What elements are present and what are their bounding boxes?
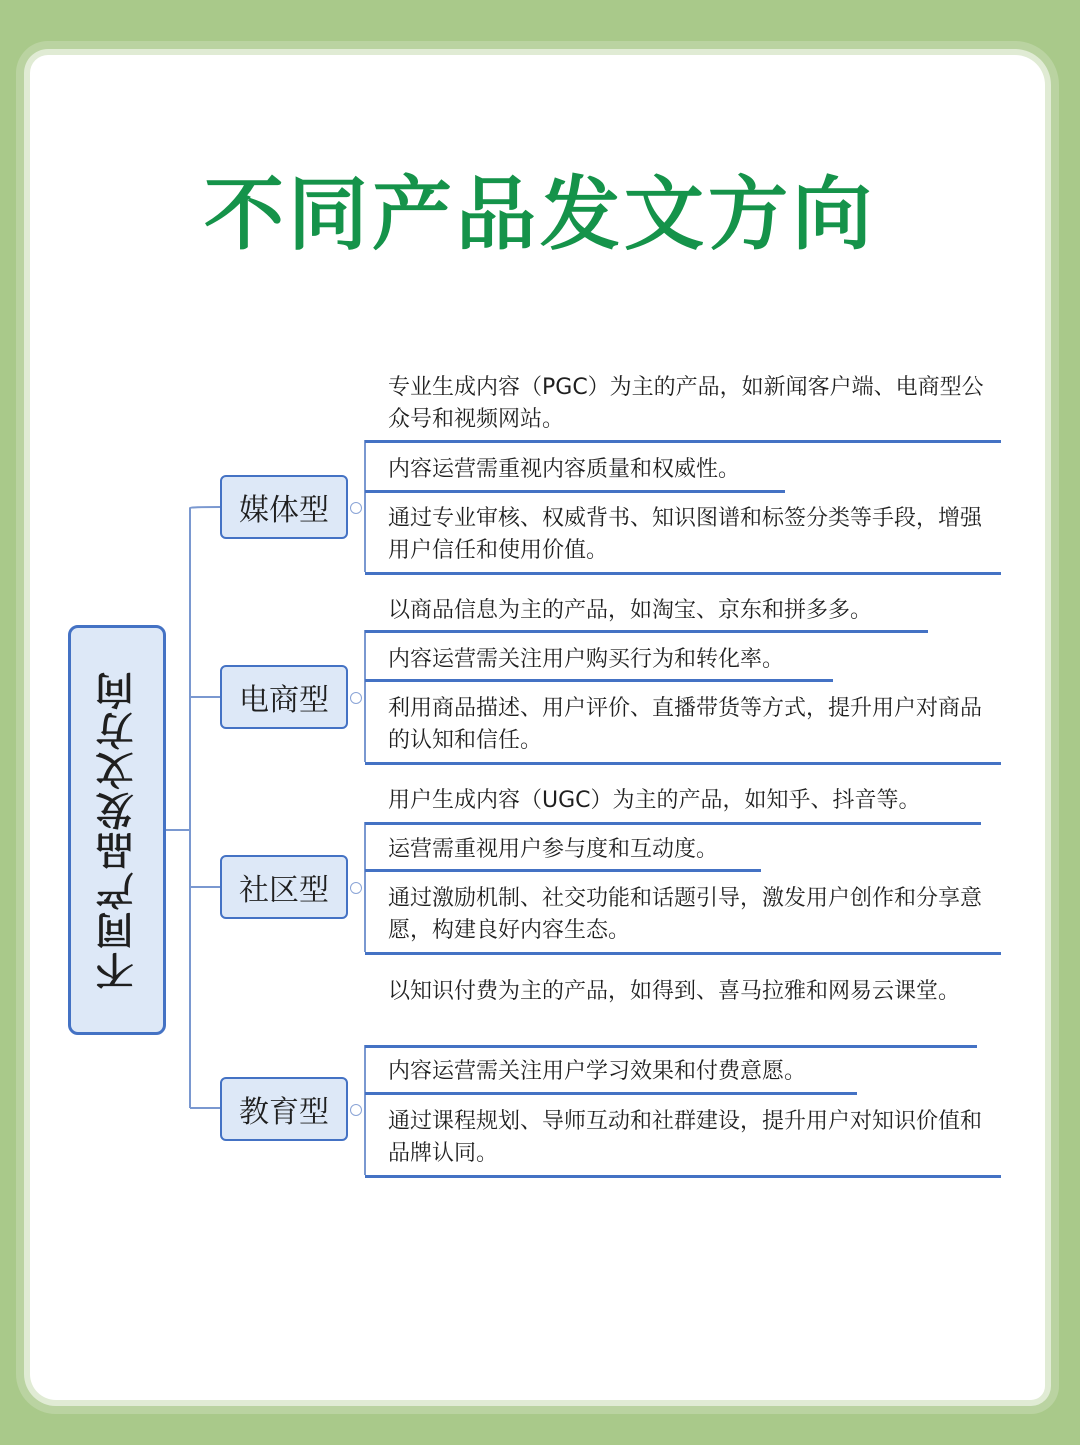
leaf-media-2: 内容运营需重视内容质量和权威性。 xyxy=(388,457,741,482)
leaf-underline xyxy=(365,762,1001,765)
category-node-community[interactable]: 社区型 xyxy=(220,855,348,919)
leaf-underline xyxy=(365,630,928,633)
leaf-education-1: 以知识付费为主的产品，如得到、喜马拉雅和网易云课堂。 xyxy=(388,979,961,1004)
leaf-education-2: 内容运营需关注用户学习效果和付费意愿。 xyxy=(388,1059,807,1084)
leaf-ecommerce-3: 利用商品描述、用户评价、直播带货等方式，提升用户对商品的认知和信任。 xyxy=(388,696,983,753)
leaf-media-3: 通过专业审核、权威背书、知识图谱和标签分类等手段，增强用户信任和使用价值。 xyxy=(388,506,983,563)
leaf-ecommerce-1: 以商品信息为主的产品，如淘宝、京东和拼多多。 xyxy=(388,598,873,623)
page-title: 不同产品发文方向 xyxy=(204,168,876,261)
collapse-toggle-icon[interactable] xyxy=(350,882,362,894)
leaf-ecommerce-2: 内容运营需关注用户购买行为和转化率。 xyxy=(388,647,785,672)
leaf-media-1: 专业生成内容（PGC）为主的产品，如新闻客户端、电商型公众号和视频网站。 xyxy=(388,375,984,432)
leaf-education-3: 通过课程规划、导师互动和社群建设，提升用户对知识价值和品牌认同。 xyxy=(388,1109,983,1166)
leaf-underline xyxy=(365,679,833,682)
leaf-underline xyxy=(365,1092,857,1095)
leaf-underline xyxy=(365,1175,1001,1178)
branch-connector-1 xyxy=(190,507,220,508)
root-label: 不同产品发文方向 xyxy=(95,670,140,990)
leaf-underline xyxy=(365,572,1001,575)
leaf-underline xyxy=(365,822,981,825)
category-node-media[interactable]: 媒体型 xyxy=(220,475,348,539)
leaf-underline xyxy=(365,952,1001,955)
leaf-community-3: 通过激励机制、社交功能和话题引导，激发用户创作和分享意愿，构建良好内容生态。 xyxy=(388,886,983,943)
leaf-underline xyxy=(365,440,1001,443)
leaf-community-1: 用户生成内容（UGC）为主的产品，如知乎、抖音等。 xyxy=(388,788,921,813)
leaf-underline xyxy=(365,869,761,872)
leaf-underline xyxy=(365,490,785,493)
category-node-education[interactable]: 教育型 xyxy=(220,1077,348,1141)
leaf-underline xyxy=(365,1045,977,1048)
root-node[interactable] xyxy=(68,625,166,1035)
collapse-toggle-icon[interactable] xyxy=(350,502,362,514)
category-node-ecommerce[interactable]: 电商型 xyxy=(220,665,348,729)
collapse-toggle-icon[interactable] xyxy=(350,692,362,704)
collapse-toggle-icon[interactable] xyxy=(350,1104,362,1116)
leaf-community-2: 运营需重视用户参与度和互动度。 xyxy=(388,837,719,862)
